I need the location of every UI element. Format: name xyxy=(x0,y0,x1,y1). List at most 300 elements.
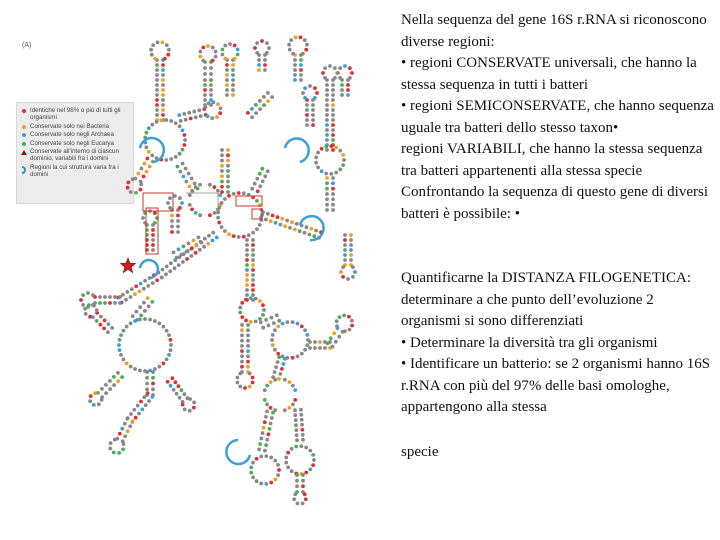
nucleotide xyxy=(270,316,274,320)
nucleotide xyxy=(176,165,180,169)
nucleotide xyxy=(246,339,250,343)
nucleotide xyxy=(180,253,184,257)
nucleotide xyxy=(240,334,244,338)
nucleotide xyxy=(331,83,335,87)
variable-structure-arc xyxy=(226,440,250,464)
nucleotide xyxy=(182,175,186,179)
nucleotide xyxy=(203,66,207,70)
nucleotide xyxy=(155,108,159,112)
nucleotide xyxy=(161,88,165,92)
nucleotide xyxy=(325,181,329,185)
nucleotide xyxy=(295,484,299,488)
nucleotide xyxy=(287,43,291,47)
nucleotide xyxy=(276,325,280,329)
variable-structure-arc xyxy=(140,260,158,278)
nucleotide xyxy=(122,442,126,446)
nucleotide xyxy=(180,388,184,392)
nucleotide xyxy=(220,159,224,163)
nucleotide xyxy=(226,180,230,184)
nucleotide xyxy=(299,444,303,448)
nucleotide xyxy=(251,381,255,385)
nucleotide xyxy=(216,216,220,220)
helix xyxy=(325,176,335,212)
nucleotide xyxy=(153,221,157,225)
nucleotide xyxy=(295,479,299,483)
nucleotide xyxy=(225,93,229,97)
nucleotide xyxy=(99,323,103,327)
nucleotide xyxy=(143,309,147,313)
nucleotide xyxy=(155,88,159,92)
nucleotide xyxy=(92,403,96,407)
nucleotide xyxy=(293,68,297,72)
nucleotide xyxy=(246,111,250,115)
nucleotide xyxy=(273,370,277,374)
nucleotide xyxy=(187,242,191,246)
nucleotide xyxy=(254,103,258,107)
nucleotide xyxy=(320,147,324,151)
nucleotide xyxy=(246,328,250,332)
nucleotide xyxy=(264,482,268,486)
nucleotide xyxy=(238,311,242,315)
nucleotide xyxy=(255,457,259,461)
nucleotide xyxy=(176,230,180,234)
nucleotide xyxy=(273,348,277,352)
nucleotide xyxy=(231,68,235,72)
helix xyxy=(259,210,323,239)
nucleotide xyxy=(182,245,186,249)
nucleotide xyxy=(349,248,353,252)
nucleotide xyxy=(280,217,284,221)
nucleotide xyxy=(338,315,342,319)
nucleotide xyxy=(190,177,194,181)
nucleotide xyxy=(209,83,213,87)
nucleotide xyxy=(246,334,250,338)
nucleotide xyxy=(182,112,186,116)
nucleotide xyxy=(216,189,220,193)
nucleotide xyxy=(226,190,230,194)
nucleotide xyxy=(166,380,170,384)
nucleotide xyxy=(266,91,270,95)
nucleotide xyxy=(158,365,162,369)
nucleotide xyxy=(331,187,335,191)
nucleotide xyxy=(341,153,345,157)
nucleotide xyxy=(280,367,284,371)
nucleotide xyxy=(331,108,335,112)
nucleotide xyxy=(231,88,235,92)
nucleotide xyxy=(225,83,229,87)
nucleotide xyxy=(296,355,300,359)
nucleotide xyxy=(150,53,154,57)
nucleotide xyxy=(198,248,202,252)
nucleotide xyxy=(142,287,146,291)
helix xyxy=(220,148,230,194)
nucleotide xyxy=(295,433,299,437)
nucleotide xyxy=(308,468,312,472)
nucleotide xyxy=(231,83,235,87)
nucleotide xyxy=(211,46,215,50)
text-line: Nella sequenza del gene 16S r.RNA si riconoscono diverse regioni: xyxy=(401,12,707,50)
nucleotide xyxy=(179,119,183,123)
nucleotide xyxy=(341,163,345,167)
nucleotide xyxy=(325,148,329,152)
nucleotide xyxy=(264,415,268,419)
nucleotide xyxy=(197,236,201,240)
nucleotide xyxy=(288,406,292,410)
nucleotide xyxy=(181,260,185,264)
nucleotide xyxy=(142,395,146,399)
nucleotide xyxy=(103,295,107,299)
nucleotide xyxy=(180,201,184,205)
nucleotide xyxy=(301,479,305,483)
nucleotide xyxy=(303,38,307,42)
nucleotide xyxy=(299,36,303,40)
nucleotide xyxy=(120,427,124,431)
nucleotide xyxy=(240,354,244,358)
nucleotide xyxy=(226,174,230,178)
nucleotide xyxy=(300,423,304,427)
nucleotide xyxy=(261,179,265,183)
nucleotide xyxy=(176,219,180,223)
nucleotide xyxy=(334,146,338,150)
nucleotide xyxy=(305,343,309,347)
nucleotide xyxy=(349,258,353,262)
nucleotide xyxy=(324,145,328,149)
nucleotide xyxy=(118,295,122,299)
legend-label: Conservate solo negli Eucarya xyxy=(30,139,114,147)
nucleotide xyxy=(151,248,155,252)
nucleotide xyxy=(129,365,133,369)
helix xyxy=(221,42,240,97)
nucleotide xyxy=(349,253,353,257)
nucleotide xyxy=(342,158,346,162)
legend-label: Conservate solo negli Archaea xyxy=(30,131,114,139)
nucleotide xyxy=(151,370,155,374)
nucleotide xyxy=(188,193,192,197)
nucleotide xyxy=(178,124,182,128)
nucleotide xyxy=(298,229,302,233)
nucleotide xyxy=(291,403,295,407)
nucleotide xyxy=(161,41,165,45)
nucleotide xyxy=(199,55,203,59)
nucleotide xyxy=(335,324,339,328)
nucleotide xyxy=(325,83,329,87)
nucleotide xyxy=(263,388,267,392)
nucleotide xyxy=(258,317,262,321)
nucleotide xyxy=(155,98,159,102)
nucleotide xyxy=(134,416,138,420)
nucleotide xyxy=(141,216,145,220)
nucleotide xyxy=(155,83,159,87)
nucleotide xyxy=(172,388,176,392)
nucleotide xyxy=(185,257,189,261)
nucleotide xyxy=(246,344,250,348)
nucleotide xyxy=(325,123,329,127)
nucleotide xyxy=(146,284,150,288)
nucleotide xyxy=(113,301,117,305)
helix xyxy=(149,41,171,92)
nucleotide xyxy=(285,219,289,223)
nucleotide xyxy=(325,133,329,137)
helix xyxy=(156,231,218,280)
nucleotide xyxy=(151,281,155,285)
helix xyxy=(292,473,307,505)
nucleotide xyxy=(262,308,266,312)
nucleotide xyxy=(126,186,130,190)
nucleotide xyxy=(299,68,303,72)
nucleotide xyxy=(269,380,273,384)
nucleotide xyxy=(158,322,162,326)
nucleotide xyxy=(221,48,225,52)
text-bullet: • Identificare un batterio: se 2 organismi hanno 16S r.RNA con più del 97% delle basi omologhe, appartengono alla stessa xyxy=(401,356,711,415)
nucleotide xyxy=(155,78,159,82)
nucleotide xyxy=(185,250,189,254)
helix xyxy=(126,157,155,195)
nucleotide xyxy=(263,420,267,424)
nucleotide xyxy=(136,404,140,408)
nucleotide xyxy=(264,443,268,447)
nucleotide xyxy=(308,84,312,88)
nucleotide xyxy=(122,329,126,333)
nucleotide xyxy=(331,176,335,180)
nucleotide xyxy=(311,463,315,467)
nucleotide xyxy=(321,71,325,75)
nucleotide xyxy=(309,227,313,231)
panel-label: (A) xyxy=(22,42,32,49)
nucleotide xyxy=(206,242,210,246)
nucleotide xyxy=(259,320,263,324)
legend-label: Conservate all'interno di ciascun dominio, variabili fra i domini xyxy=(30,148,119,163)
nucleotide xyxy=(279,372,283,376)
nucleotide xyxy=(271,333,275,337)
nucleotide xyxy=(303,328,307,332)
nucleotide xyxy=(138,305,142,309)
nucleotide xyxy=(226,159,230,163)
nucleotide xyxy=(216,211,220,215)
nucleotide xyxy=(223,229,227,233)
nucleotide xyxy=(183,143,187,147)
nucleotide xyxy=(238,306,242,310)
text-line: specie xyxy=(401,443,439,460)
nucleotide xyxy=(270,416,274,420)
nucleotide xyxy=(95,308,99,312)
nucleotide xyxy=(293,408,297,412)
helix xyxy=(336,64,354,97)
nucleotide xyxy=(305,333,309,337)
nucleotide xyxy=(265,438,269,442)
nucleotide xyxy=(245,293,249,297)
nucleotide xyxy=(258,299,262,303)
nucleotide xyxy=(284,461,288,465)
nucleotide xyxy=(92,304,96,308)
nucleotide xyxy=(226,169,230,173)
nucleotide xyxy=(151,228,155,232)
nucleotide xyxy=(216,102,220,106)
nucleotide xyxy=(265,410,269,414)
nucleotide xyxy=(311,118,315,122)
nucleotide xyxy=(293,73,297,77)
nucleotide xyxy=(178,396,182,400)
nucleotide xyxy=(134,284,138,288)
nucleotide xyxy=(99,315,103,319)
nucleotide xyxy=(269,406,273,410)
nucleotide xyxy=(160,276,164,280)
nucleotide xyxy=(257,68,261,72)
nucleotide xyxy=(226,185,230,189)
nucleotide xyxy=(288,380,292,384)
nucleotide xyxy=(255,41,259,45)
nucleotide xyxy=(178,206,182,210)
nucleotide xyxy=(346,83,350,87)
nucleotide xyxy=(314,156,318,160)
nucleotide xyxy=(277,377,281,381)
nucleotide xyxy=(293,388,297,392)
nucleotide xyxy=(120,375,124,379)
nucleotide xyxy=(206,114,210,118)
nucleotide xyxy=(133,292,137,296)
nucleotide xyxy=(155,93,159,97)
nucleotide xyxy=(107,322,111,326)
nucleotide xyxy=(118,338,122,342)
nucleotide xyxy=(198,183,202,187)
nucleotide xyxy=(176,225,180,229)
nucleotide xyxy=(251,283,255,287)
nucleotide xyxy=(325,208,329,212)
nucleotide xyxy=(223,44,227,48)
nucleotide xyxy=(181,403,185,407)
nucleotide xyxy=(161,83,165,87)
nucleotide xyxy=(223,197,227,201)
nucleotide xyxy=(316,166,320,170)
nucleotide xyxy=(262,95,266,99)
internal-loop xyxy=(249,454,281,486)
nucleotide xyxy=(266,169,270,173)
nucleotide xyxy=(258,442,262,446)
nucleotide xyxy=(325,118,329,122)
nucleotide xyxy=(190,208,194,212)
nucleotide xyxy=(301,438,305,442)
nucleotide xyxy=(329,144,333,148)
nucleotide xyxy=(274,365,278,369)
nucleotide xyxy=(323,76,327,80)
nucleotide xyxy=(170,230,174,234)
nucleotide xyxy=(211,59,215,63)
nucleotide xyxy=(343,238,347,242)
nucleotide xyxy=(313,346,317,350)
nucleotide xyxy=(316,151,320,155)
nucleotide xyxy=(215,236,219,240)
nucleotide xyxy=(139,188,143,192)
nucleotide xyxy=(312,458,316,462)
helix xyxy=(271,355,287,381)
nucleotide xyxy=(283,224,287,228)
nucleotide xyxy=(91,293,95,297)
nucleotide xyxy=(245,253,249,257)
helix xyxy=(88,371,124,407)
nucleotide xyxy=(257,58,261,62)
nucleotide xyxy=(282,362,286,366)
nucleotide xyxy=(305,123,309,127)
nucleotide xyxy=(137,412,141,416)
nucleotide xyxy=(291,320,295,324)
nucleotide xyxy=(313,86,317,90)
nucleotide xyxy=(338,168,342,172)
nucleotide xyxy=(286,451,290,455)
nucleotide xyxy=(203,93,207,97)
nucleotide xyxy=(303,86,307,90)
nucleotide xyxy=(140,167,144,171)
nucleotide xyxy=(261,326,265,330)
nucleotide xyxy=(325,103,329,107)
nucleotide xyxy=(257,63,261,67)
nucleotide xyxy=(131,314,135,318)
nucleotide xyxy=(293,492,297,496)
nucleotide xyxy=(86,291,90,295)
nucleotide xyxy=(255,177,259,181)
nucleotide xyxy=(265,403,269,407)
nucleotide xyxy=(209,88,213,92)
nucleotide xyxy=(336,71,340,75)
nucleotide xyxy=(129,412,133,416)
nucleotide xyxy=(145,382,149,386)
nucleotide xyxy=(118,301,122,305)
nucleotide xyxy=(293,398,297,402)
internal-loop xyxy=(117,317,173,373)
nucleotide xyxy=(323,346,327,350)
variable-structure-arc xyxy=(285,138,309,162)
nucleotide xyxy=(301,91,305,95)
nucleotide xyxy=(166,201,170,205)
nucleotide xyxy=(121,448,125,452)
nucleotide xyxy=(240,328,244,332)
nucleotide xyxy=(113,295,117,299)
nucleotide xyxy=(300,325,304,329)
nucleotide xyxy=(192,401,196,405)
nucleotide xyxy=(251,288,255,292)
nucleotide xyxy=(255,51,259,55)
nucleotide xyxy=(213,211,217,215)
nucleotide xyxy=(276,352,280,356)
nucleotide xyxy=(246,354,250,358)
nucleotide xyxy=(331,203,335,207)
nucleotide xyxy=(264,218,268,222)
nucleotide xyxy=(261,303,265,307)
nucleotide xyxy=(251,253,255,257)
nucleotide xyxy=(236,376,240,380)
nucleotide xyxy=(325,138,329,142)
nucleotide xyxy=(109,441,113,445)
nucleotide xyxy=(220,169,224,173)
nucleotide xyxy=(251,476,255,480)
nucleotide xyxy=(251,258,255,262)
nucleotide xyxy=(273,459,277,463)
nucleotide xyxy=(112,375,116,379)
nucleotide xyxy=(305,225,309,229)
nucleotide xyxy=(308,449,312,453)
nucleotide xyxy=(251,248,255,252)
nucleotide xyxy=(161,93,165,97)
nucleotide xyxy=(233,57,237,61)
nucleotide xyxy=(293,58,297,62)
nucleotide xyxy=(181,148,185,152)
nucleotide xyxy=(245,268,249,272)
nucleotide xyxy=(183,138,187,142)
nucleotide xyxy=(125,362,129,366)
nucleotide xyxy=(145,387,149,391)
nucleotide xyxy=(203,78,207,82)
nucleotide xyxy=(264,318,268,322)
nucleotide xyxy=(240,360,244,364)
nucleotide xyxy=(165,43,169,47)
